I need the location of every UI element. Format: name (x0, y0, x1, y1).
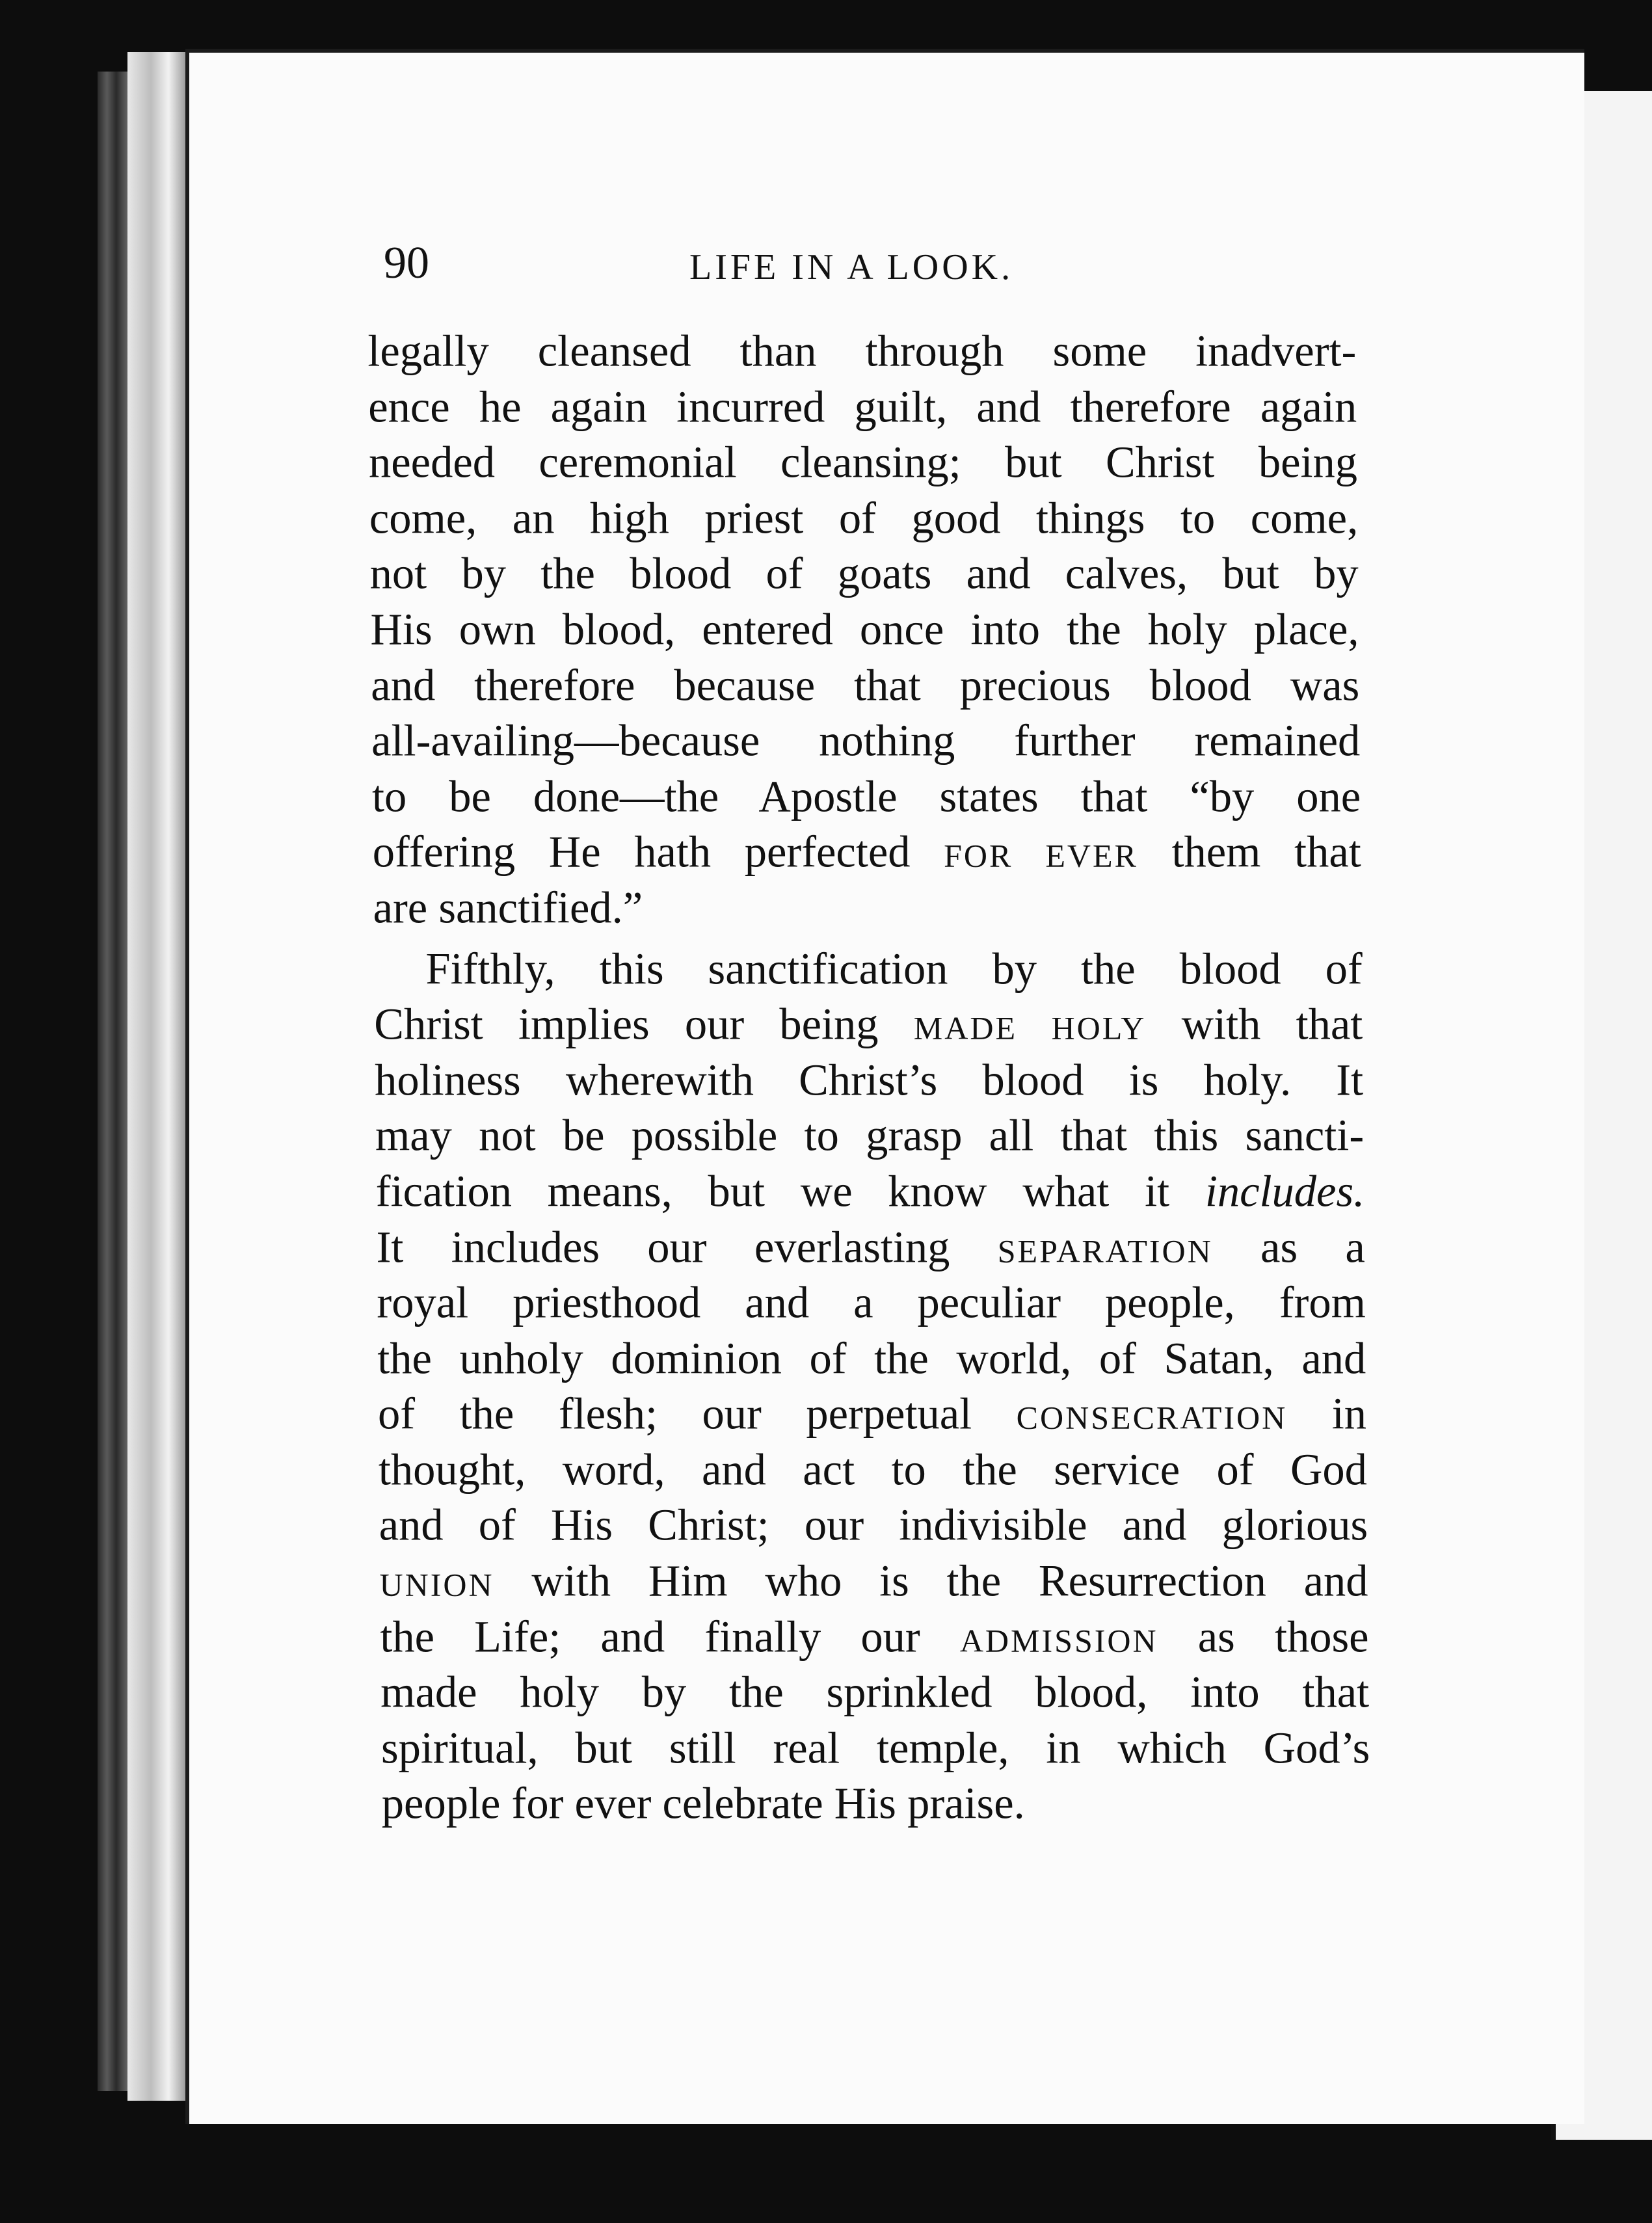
italic-emphasis: includes. (1205, 1166, 1365, 1216)
text-line (374, 997, 1363, 1053)
text-line: made holy by the sprinkled blood, into that (380, 1667, 1370, 1717)
text-run: of the flesh; our perpetual (378, 1389, 1017, 1439)
text-line: may not be possible to grasp all that this sancti- (375, 1110, 1365, 1160)
text-run: with that (1146, 999, 1363, 1049)
text-line: all-availing—because nothing further remained (371, 715, 1361, 765)
book-page-edges-dark (98, 72, 129, 2091)
page-number: 90 (384, 238, 429, 288)
small-caps-emphasis: UNION (379, 1566, 494, 1603)
text-line: people for ever celebrate His praise. (381, 1779, 1025, 1829)
text-run: It includes our everlasting (376, 1222, 998, 1272)
text-line: come, an high priest of good things to come, (369, 493, 1359, 543)
text-run: them that (1138, 827, 1361, 877)
page-header (384, 237, 1379, 302)
text-line: are sanctified.” (373, 883, 643, 933)
text-line: spiritual, but still real temple, in which God’s (380, 1723, 1370, 1773)
text-line: thought, word, and act to the service of God (378, 1444, 1367, 1495)
text-line (377, 1219, 1365, 1275)
running-head: LIFE IN A LOOK. (689, 247, 1014, 287)
book-page-edges-light (127, 52, 186, 2101)
small-caps-emphasis: FOR EVER (944, 838, 1138, 875)
text-run: with Him who is the Resurrection and (494, 1556, 1368, 1606)
text-run: Christ implies our being (374, 999, 914, 1049)
body-text (367, 319, 1370, 1837)
text-line: ence he again incurred guilt, and therefore again (368, 382, 1357, 432)
small-caps-emphasis: CONSECRATION (1016, 1399, 1288, 1436)
text-run: as those (1158, 1612, 1369, 1662)
text-line: His own blood, entered once into the holy place, (370, 604, 1359, 654)
text-run: fication means, but we know what it (375, 1166, 1205, 1216)
paragraph-1 (367, 319, 1362, 940)
small-caps-emphasis: MADE HOLY (913, 1009, 1147, 1046)
text-line: and therefore because that precious blood was (371, 660, 1360, 710)
text-line: not by the blood of goats and calves, but by (369, 549, 1359, 599)
text-line (376, 1164, 1365, 1220)
text-line: to be done—the Apostle states that “by one (371, 771, 1361, 821)
text-line: royal priesthood and a peculiar people, from (377, 1277, 1366, 1327)
text-run: the Life; and finally our (380, 1612, 960, 1662)
text-line: holiness wherewith Christ’s blood is holy. It (375, 1055, 1364, 1105)
text-line: and of His Christ; our indivisible and glorious (379, 1500, 1368, 1551)
text-line (380, 1609, 1368, 1665)
text-line (373, 825, 1361, 881)
text-line: the unholy dominion of the world, of Satan, and (377, 1333, 1366, 1383)
small-caps-emphasis: ADMISSION (959, 1622, 1158, 1659)
text-line: needed ceremonial cleansing; but Christ being (369, 437, 1358, 487)
text-line: Fifthly, this sanctification by the blood of (425, 944, 1363, 994)
small-caps-emphasis: SEPARATION (997, 1232, 1213, 1270)
text-run: offering He hath perfected (372, 827, 944, 877)
text-line: legally cleansed than through some inadvert- (367, 326, 1357, 376)
text-run: as a (1212, 1222, 1365, 1272)
text-run: in (1287, 1389, 1367, 1439)
text-line (380, 1554, 1368, 1610)
paragraph-2 (373, 937, 1370, 1837)
text-line (378, 1387, 1366, 1443)
